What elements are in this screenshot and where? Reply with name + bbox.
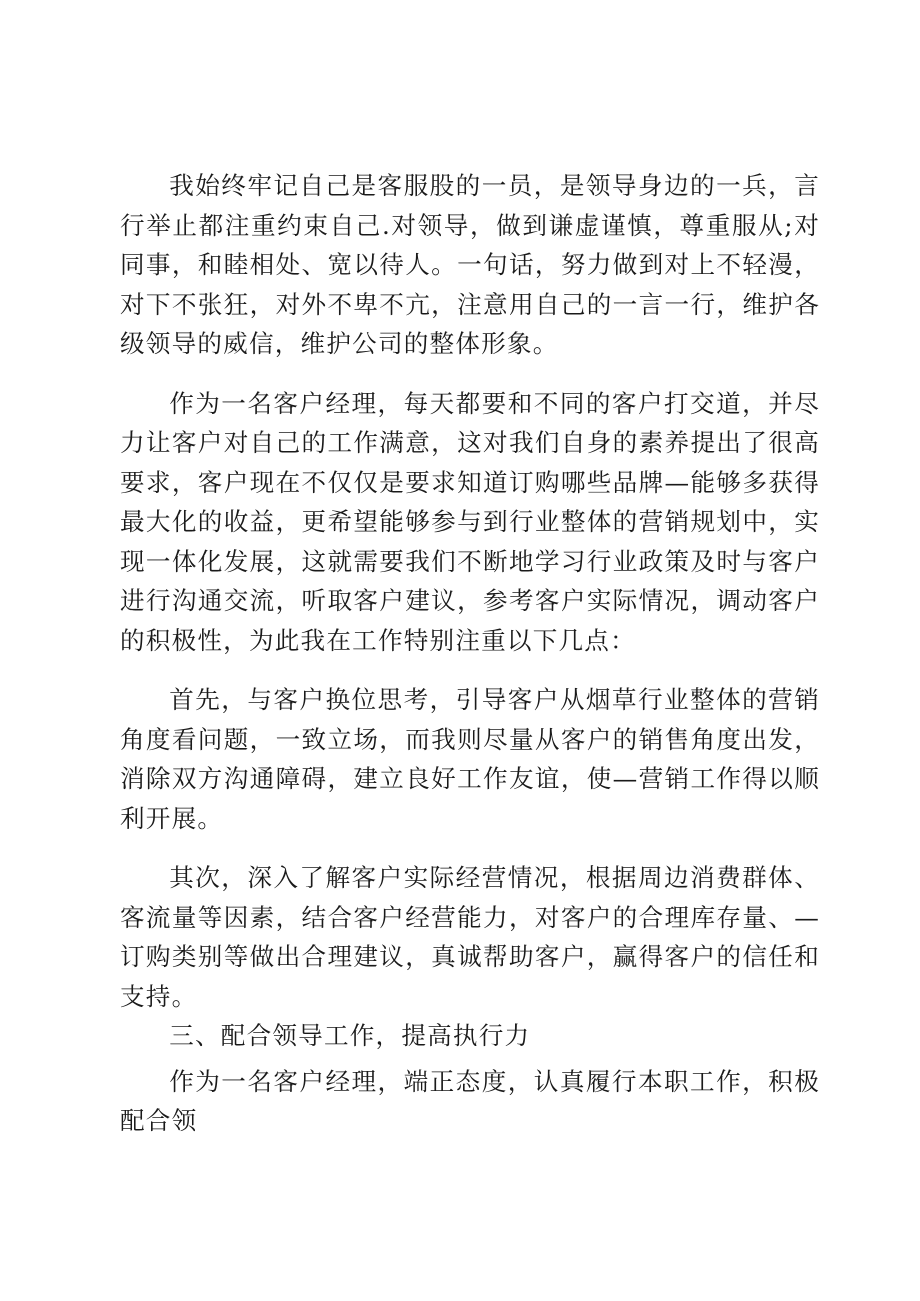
paragraph-execution: 作为一名客户经理，端正态度，认真履行本职工作，积极配合领 — [120, 1066, 820, 1135]
paragraph-customer-manager: 作为一名客户经理，每天都要和不同的客户打交道，并尽力让客户对自己的工作满意，这对我们自身的素养提出了很高要求，客户现在不仅仅是要求知道订购哪些品牌—能够多获得最大化的收益，更希望能够参与到行业整体的营销规划中，实现一体化发展，这就需要我们不断地学习行业政策及时与客户进行沟通交流，听取客户建议，参考客户实际情况，调动客户的积极性，为此我在工作特别注重以下几点： — [120, 388, 820, 655]
section-heading: 三、配合领导工作，提高执行力 — [169, 1021, 531, 1050]
paragraph-second-point: 其次，深入了解客户实际经营情况，根据周边消费群体、客流量等因素，结合客户经营能力，对客户的合理库存量、—订购类别等做出合理建议，真诚帮助客户，赢得客户的信任和支持。 — [120, 863, 820, 1011]
paragraph-first-point: 首先，与客户换位思考，引导客户从烟草行业整体的营销角度看问题，一致立场，而我则尽量从客户的销售角度出发，消除双方沟通障碍，建立良好工作友谊，使—营销工作得以顺利开展。 — [120, 685, 820, 833]
paragraph-conduct: 我始终牢记自己是客服股的一员，是领导身边的一兵，言行举止都注重约束自己.对领导，做到谦虚谨慎，尊重服从;对同事，和睦相处、宽以待人。一句话，努力做到对上不轻漫，对下不张狂，对外不卑不亢，注意用自己的一言一行，维护各级领导的威信，维护公司的整体形象。 — [120, 171, 820, 358]
document-body — [120, 166, 820, 1141]
